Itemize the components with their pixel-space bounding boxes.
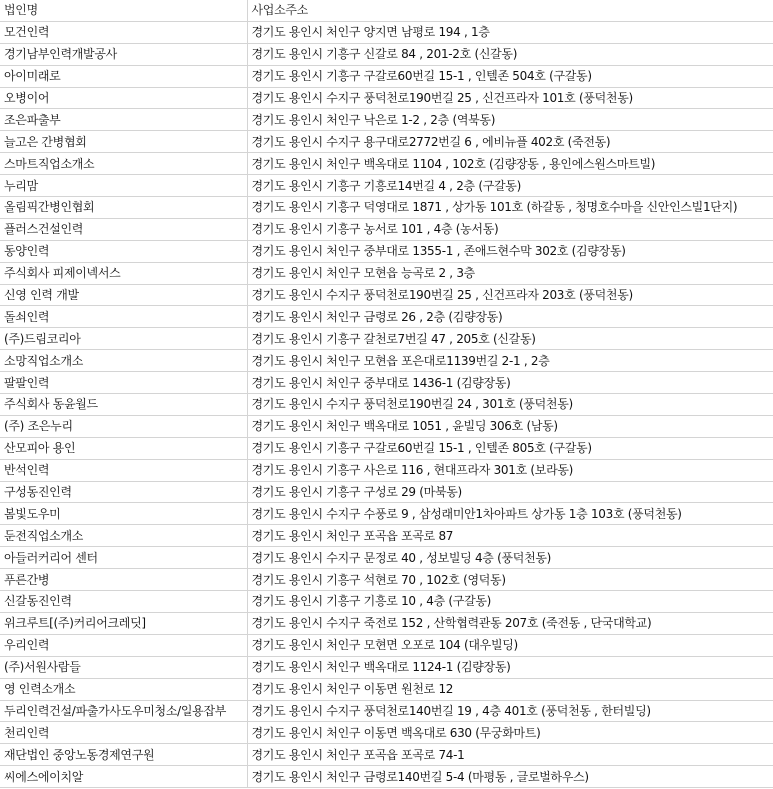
company-name-cell: 아이미래로	[0, 65, 247, 87]
address-cell: 경기도 용인시 처인구 양지면 남평로 194 , 1층	[247, 21, 773, 43]
column-header-address: 사업소주소	[247, 0, 773, 21]
address-cell: 경기도 용인시 수지구 풍덕천로190번길 25 , 신건프라자 101호 (풍덕천동)	[247, 87, 773, 109]
company-name-cell: 둔전직업소개소	[0, 525, 247, 547]
table-row	[0, 678, 773, 700]
table-row	[0, 197, 773, 219]
address-cell: 경기도 용인시 기흥구 기흥로 10 , 4층 (구갈동)	[247, 591, 773, 613]
company-name-cell: 씨에스에이치알	[0, 766, 247, 788]
company-name-cell: 주식회사 피제이넥서스	[0, 262, 247, 284]
address-cell: 경기도 용인시 처인구 이동면 원천로 12	[247, 678, 773, 700]
company-name-cell: 천리인력	[0, 722, 247, 744]
address-cell: 경기도 용인시 기흥구 구갈로60번길 15-1 , 인텔존 805호 (구갈동)	[247, 437, 773, 459]
company-name-cell: 모건인력	[0, 21, 247, 43]
table-row	[0, 525, 773, 547]
company-name-cell: 늘고은 간병협회	[0, 131, 247, 153]
table-row	[0, 437, 773, 459]
table-row	[0, 43, 773, 65]
address-cell: 경기도 용인시 처인구 금령로140번길 5-4 (마평동 , 글로벌하우스)	[247, 766, 773, 788]
company-name-cell: 두리인력건설/파출가사도우미청소/일용잡부	[0, 700, 247, 722]
company-name-cell: 스마트직업소개소	[0, 153, 247, 175]
company-name-cell: 오병이어	[0, 87, 247, 109]
company-name-cell: 푸른간병	[0, 569, 247, 591]
company-name-cell: (주)드림코리아	[0, 328, 247, 350]
address-cell: 경기도 용인시 수지구 풍덕천로190번길 25 , 신건프라자 203호 (풍덕천동)	[247, 284, 773, 306]
company-name-cell: (주) 조은누리	[0, 415, 247, 437]
table-row	[0, 503, 773, 525]
company-name-cell: 아들러커리어 센터	[0, 547, 247, 569]
company-name-cell: 위크루트[(주)커리어크레딧]	[0, 612, 247, 634]
table-row	[0, 153, 773, 175]
company-name-cell: 누리맘	[0, 175, 247, 197]
address-cell: 경기도 용인시 처인구 금령로 26 , 2층 (김량장동)	[247, 306, 773, 328]
table-row	[0, 284, 773, 306]
table-row	[0, 415, 773, 437]
company-name-cell: 소망직업소개소	[0, 350, 247, 372]
company-name-cell: 봄빛도우미	[0, 503, 247, 525]
address-cell: 경기도 용인시 처인구 이동면 백옥대로 630 (무궁화마트)	[247, 722, 773, 744]
address-cell: 경기도 용인시 기흥구 기흥로14번길 4 , 2층 (구갈동)	[247, 175, 773, 197]
table-row	[0, 240, 773, 262]
address-cell: 경기도 용인시 처인구 백옥대로 1051 , 윤빌딩 306호 (남동)	[247, 415, 773, 437]
address-cell: 경기도 용인시 처인구 중부대로 1355-1 , 존애드현수막 302호 (김량장동)	[247, 240, 773, 262]
company-name-cell: 팔팔인력	[0, 372, 247, 394]
table-row	[0, 218, 773, 240]
company-name-cell: 신갈동진인력	[0, 591, 247, 613]
table-row	[0, 656, 773, 678]
table-row	[0, 634, 773, 656]
company-name-cell: 신영 인력 개발	[0, 284, 247, 306]
company-name-cell: 산모피아 용인	[0, 437, 247, 459]
table-row	[0, 109, 773, 131]
header-row	[0, 0, 773, 21]
table-row	[0, 262, 773, 284]
table-row	[0, 591, 773, 613]
address-cell: 경기도 용인시 처인구 포곡읍 포곡로 74-1	[247, 744, 773, 766]
table-row	[0, 131, 773, 153]
company-name-cell: 재단법인 중앙노동경제연구원	[0, 744, 247, 766]
address-cell: 경기도 용인시 수지구 풍덕천로140번길 19 , 4층 401호 (풍덕천동 , 한터빌딩)	[247, 700, 773, 722]
company-name-cell: 반석인력	[0, 459, 247, 481]
address-cell: 경기도 용인시 기흥구 농서로 101 , 4층 (농서동)	[247, 218, 773, 240]
table-row	[0, 700, 773, 722]
company-name-cell: (주)서원사람들	[0, 656, 247, 678]
table-row	[0, 87, 773, 109]
address-cell: 경기도 용인시 기흥구 구갈로60번길 15-1 , 인텔존 504호 (구갈동)	[247, 65, 773, 87]
address-cell: 경기도 용인시 수지구 수풍로 9 , 삼성래미안1차아파트 상가동 1층 103호 (풍덕천동)	[247, 503, 773, 525]
company-name-cell: 영 인력소개소	[0, 678, 247, 700]
address-cell: 경기도 용인시 기흥구 신갈로 84 , 201-2호 (신갈동)	[247, 43, 773, 65]
address-cell: 경기도 용인시 수지구 문정로 40 , 성보빌딩 4층 (풍덕천동)	[247, 547, 773, 569]
company-name-cell: 올림픽간병인협회	[0, 197, 247, 219]
table-row	[0, 65, 773, 87]
address-cell: 경기도 용인시 처인구 모현읍 포은대로1139번길 2-1 , 2층	[247, 350, 773, 372]
address-cell: 경기도 용인시 수지구 죽전로 152 , 산학협력관동 207호 (죽전동 , 단국대학교)	[247, 612, 773, 634]
address-cell: 경기도 용인시 수지구 풍덕천로190번길 24 , 301호 (풍덕천동)	[247, 394, 773, 416]
company-name-cell: 주식회사 동윤월드	[0, 394, 247, 416]
address-cell: 경기도 용인시 처인구 포곡읍 포곡로 87	[247, 525, 773, 547]
address-cell: 경기도 용인시 수지구 용구대로2772번길 6 , 에비뉴플 402호 (죽전동)	[247, 131, 773, 153]
table-row	[0, 394, 773, 416]
table-row	[0, 372, 773, 394]
table-row	[0, 481, 773, 503]
table-row	[0, 175, 773, 197]
table-row	[0, 306, 773, 328]
company-name-cell: 동양인력	[0, 240, 247, 262]
address-cell: 경기도 용인시 기흥구 덕영대로 1871 , 상가동 101호 (하갈동 , 청명호수마을 신안인스빌1단지)	[247, 197, 773, 219]
address-cell: 경기도 용인시 처인구 모현면 오포로 104 (대우빌딩)	[247, 634, 773, 656]
table-row	[0, 459, 773, 481]
table-row	[0, 612, 773, 634]
table-row	[0, 547, 773, 569]
address-cell: 경기도 용인시 처인구 백옥대로 1104 , 102호 (김량장동 , 용인에스원스마트빌)	[247, 153, 773, 175]
address-cell: 경기도 용인시 처인구 낙은로 1-2 , 2층 (역북동)	[247, 109, 773, 131]
company-name-cell: 경기남부인력개발공사	[0, 43, 247, 65]
company-name-cell: 돌쇠인력	[0, 306, 247, 328]
address-cell: 경기도 용인시 처인구 백옥대로 1124-1 (김량장동)	[247, 656, 773, 678]
company-name-cell: 우리인력	[0, 634, 247, 656]
address-cell: 경기도 용인시 기흥구 석현로 70 , 102호 (영덕동)	[247, 569, 773, 591]
table-row	[0, 21, 773, 43]
address-cell: 경기도 용인시 기흥구 갈천로7번길 47 , 205호 (신갈동)	[247, 328, 773, 350]
table-row	[0, 766, 773, 788]
table-row	[0, 722, 773, 744]
address-cell: 경기도 용인시 처인구 중부대로 1436-1 (김량장동)	[247, 372, 773, 394]
company-name-cell: 구성동진인력	[0, 481, 247, 503]
address-cell: 경기도 용인시 기흥구 사은로 116 , 현대프라자 301호 (보라동)	[247, 459, 773, 481]
address-cell: 경기도 용인시 처인구 모현읍 능곡로 2 , 3층	[247, 262, 773, 284]
company-name-cell: 조은파출부	[0, 109, 247, 131]
table-row	[0, 350, 773, 372]
address-cell: 경기도 용인시 기흥구 구성로 29 (마북동)	[247, 481, 773, 503]
column-header-company: 법인명	[0, 0, 247, 21]
table-row	[0, 744, 773, 766]
company-name-cell: 플러스건설인력	[0, 218, 247, 240]
table-row	[0, 328, 773, 350]
table-row	[0, 569, 773, 591]
